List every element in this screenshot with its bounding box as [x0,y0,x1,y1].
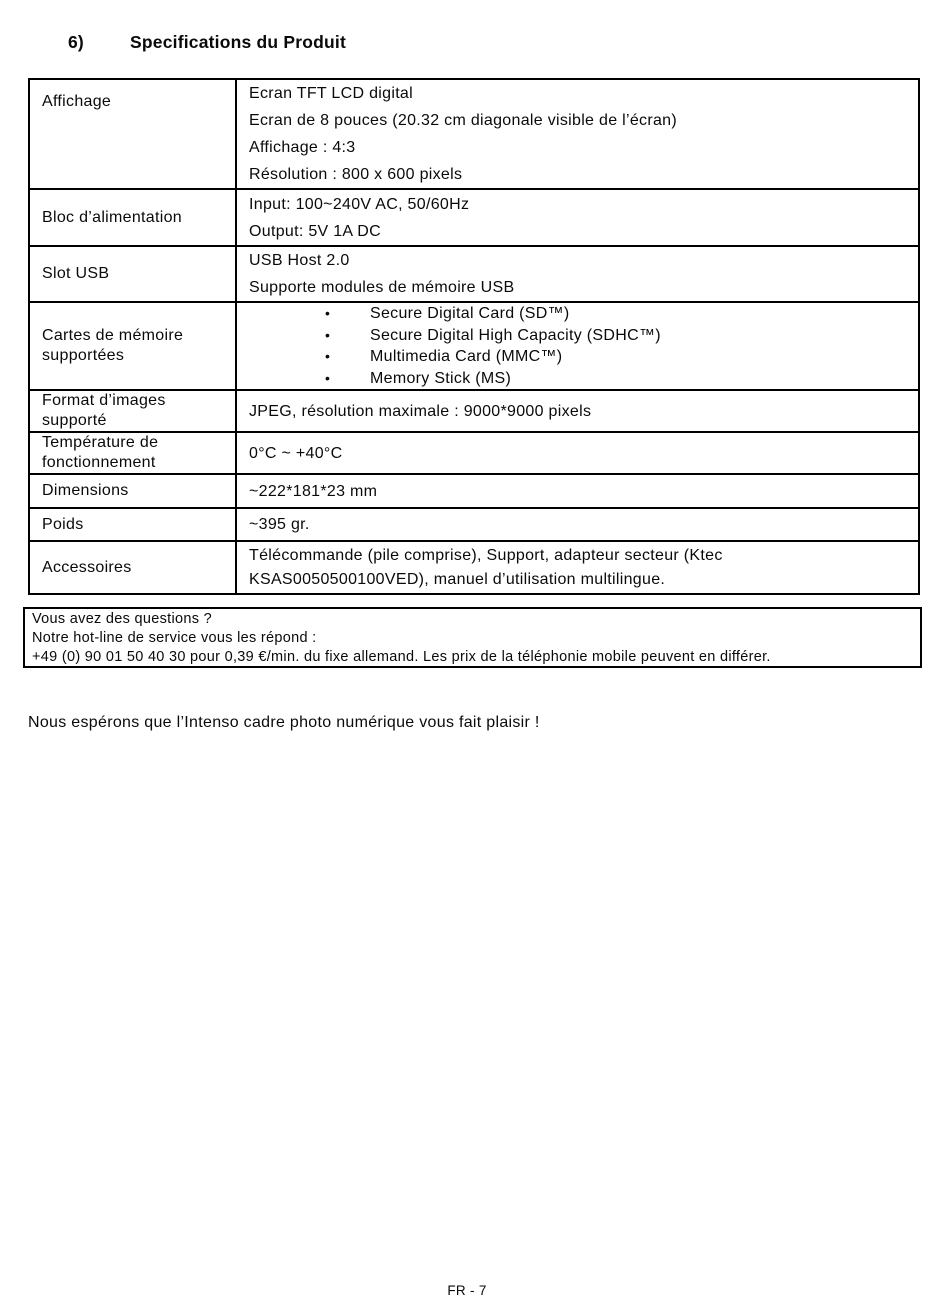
value-line: Télécommande (pile comprise), Support, adapteur secteur (Ktec [249,546,723,564]
table-row-cartes-memoire [29,302,919,390]
value-line: JPEG, résolution maximale : 9000*9000 pixels [249,402,592,420]
section-number: 6) [68,32,84,52]
value-line: Résolution : 800 x 600 pixels [249,166,463,183]
page-number: FR - 7 [447,1283,487,1298]
value-line: Supporte modules de mémoire USB [249,279,515,296]
table-row-alimentation [29,189,919,246]
bullet-text: Multimedia Card (MMC™) [370,348,563,365]
row-value [236,432,919,474]
row-value [236,508,919,541]
row-label: Température de fonctionnement [29,432,236,474]
table-row-poids [29,508,919,541]
table-row-accessoires [29,541,919,594]
bullet-item [249,346,908,368]
row-value [236,541,919,594]
row-value [236,246,919,302]
value-line: KSAS0050500100VED), manuel d’utilisation multilingue. [249,570,666,588]
value-line: 0°C ~ +40°C [249,444,343,462]
row-value [236,474,919,508]
bullet-text: Secure Digital Card (SD™) [370,305,570,322]
value-line: ~395 gr. [249,516,310,533]
hotline-line: Vous avez des questions ? [32,611,213,627]
row-label: Format d’images supporté [29,390,236,432]
value-line: USB Host 2.0 [249,252,350,269]
row-label: Poids [29,508,236,541]
hotline-line: +49 (0) 90 01 50 40 30 pour 0,39 €/min. du fixe allemand. Les prix de la téléphonie mobile peuvent en différer. [32,649,771,665]
closing-note: Nous espérons que l’Intenso cadre photo numérique vous fait plaisir ! [28,714,540,731]
bullet-icon: • [325,326,331,343]
bullet-icon: • [325,305,331,321]
bullet-text: Memory Stick (MS) [370,369,512,387]
spec-table [28,78,920,595]
bullet-icon: • [325,348,331,364]
table-row-dimensions [29,474,919,508]
value-line: ~222*181*23 mm [249,482,378,500]
bullet-text: Secure Digital High Capacity (SDHC™) [370,326,661,344]
row-value [236,189,919,246]
row-label: Slot USB [29,246,236,302]
section-heading: Specifications du Produit [130,32,346,52]
value-line: Input: 100~240V AC, 50/60Hz [249,195,470,213]
bullet-icon: • [325,369,331,386]
hotline-line: Notre hot-line de service vous les répond : [32,630,317,646]
value-line: Ecran TFT LCD digital [249,85,413,102]
table-row-affichage [29,79,919,189]
value-line: Ecran de 8 pouces (20.32 cm diagonale visible de l’écran) [249,112,678,129]
value-line: Output: 5V 1A DC [249,222,381,240]
hotline-box [23,607,922,668]
row-label: Bloc d’alimentation [29,189,236,246]
bullet-item [249,368,908,390]
table-row-format-images [29,390,919,432]
table-row-slot-usb [29,246,919,302]
row-label: Dimensions [29,474,236,508]
row-label: Affichage [29,79,236,189]
bullet-item [249,303,908,325]
value-line: Affichage : 4:3 [249,139,356,156]
row-value [236,79,919,189]
row-label: Cartes de mémoire supportées [29,302,236,390]
bullet-item [249,325,908,347]
row-value [236,302,919,390]
table-row-temperature [29,432,919,474]
row-value [236,390,919,432]
row-label: Accessoires [29,541,236,594]
section-title [68,32,346,53]
